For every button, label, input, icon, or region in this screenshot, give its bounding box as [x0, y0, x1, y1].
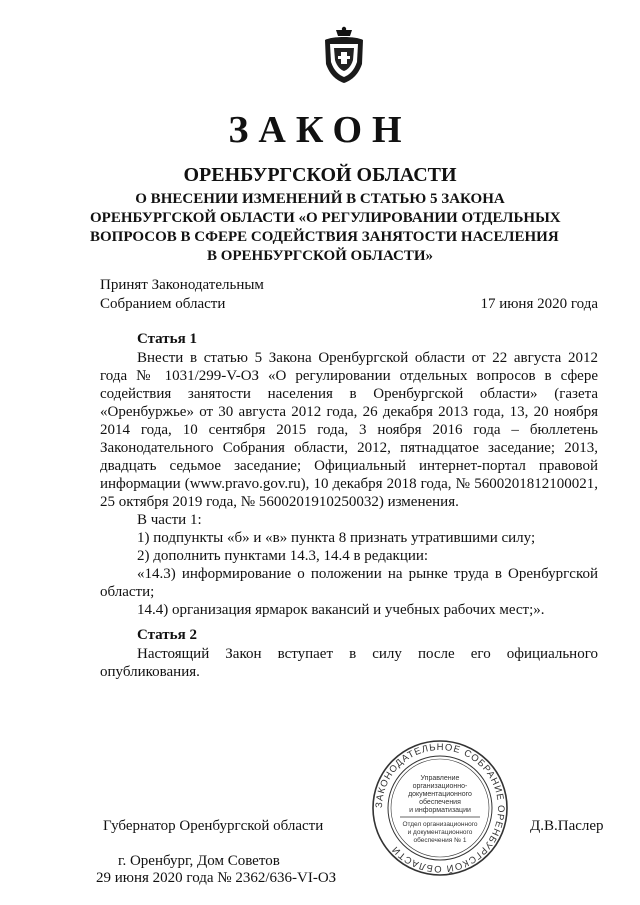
list-item: 2) дополнить пунктами 14.3, 14.4 в редакции:: [137, 548, 429, 564]
list-item: 1) подпункты «б» и «в» пункта 8 признать утратившими силу;: [137, 530, 536, 546]
paragraph-line: информации (www.pravo.gov.ru), 10 декабря 2018 года, № 5600201812100021,: [100, 476, 598, 492]
adoption-line: Собранием области: [100, 296, 226, 312]
law-date-number: 29 июня 2020 года № 2362/636-VI-ОЗ: [96, 870, 337, 886]
subject-line: ОРЕНБУРГСКОЙ ОБЛАСТИ «О РЕГУЛИРОВАНИИ ОТДЕЛЬНЫХ: [90, 210, 561, 226]
governor-title: Губернатор Оренбургской области: [103, 818, 324, 834]
svg-text:документационного: документационного: [408, 791, 472, 798]
paragraph-line: 25 октября 2019 года, № 5600201910250032) изменения.: [100, 494, 459, 510]
subject-line: ВОПРОСОВ В СФЕРЕ СОДЕЙСТВИЯ ЗАНЯТОСТИ НАСЕЛЕНИЯ: [90, 229, 559, 245]
adoption-info: [100, 276, 264, 314]
adoption-date: 17 июня 2020 года: [480, 296, 598, 312]
paragraph-line: содействия занятости населения в Оренбургской области» (газета: [100, 386, 598, 402]
paragraph-line: двадцать седьмое заседание; Официальный интернет-портал правовой: [100, 458, 598, 474]
list-item: 14.4) организация ярмарок вакансий и учебных рабочих мест;».: [137, 602, 545, 618]
article-2-heading: Статья 2: [137, 627, 197, 643]
adoption-line: Принят Законодательным: [100, 277, 264, 293]
svg-text:Управление: Управление: [420, 775, 460, 782]
svg-text:организационно-: организационно-: [412, 783, 468, 790]
law-subject: [90, 190, 561, 266]
official-seal: [370, 738, 510, 878]
subject-line: В ОРЕНБУРГСКОЙ ОБЛАСТИ»: [206, 248, 434, 264]
law-title: ЗАКОН: [228, 109, 412, 151]
coat-of-arms-emblem: [322, 26, 366, 84]
paragraph-line: опубликования.: [100, 664, 200, 680]
part-intro: В части 1:: [137, 512, 202, 528]
paragraph-line: Законодательного Собрания области, 2012, пятнадцатое заседание; 2013,: [100, 440, 598, 456]
article-2-body: [100, 645, 598, 681]
list-item: области;: [100, 584, 155, 600]
paragraph-line: Настоящий Закон вступает в силу после его официального: [137, 646, 598, 662]
svg-text:и информатизации: и информатизации: [409, 807, 471, 814]
article-1-heading: Статья 1: [137, 331, 197, 347]
signing-place: г. Оренбург, Дом Советов: [118, 853, 280, 869]
paragraph-line: Внести в статью 5 Закона Оренбургской области от 22 августа 2012: [137, 350, 598, 366]
paragraph-line: 2014 года, 10 сентября 2015 года, 3 ноября 2016 года – бюллетень: [100, 422, 598, 438]
svg-text:обеспечения № 1: обеспечения № 1: [413, 837, 467, 844]
svg-text:Отдел организационного: Отдел организационного: [402, 821, 478, 828]
signer-name: Д.В.Паслер: [530, 818, 604, 834]
paragraph-line: «Оренбуржье» от 30 августа 2012 года, 26 декабря 2013 года, 13, 20 ноября: [100, 404, 598, 420]
list-item: «14.3) информирование о положении на рынке труда в Оренбургской: [137, 566, 598, 582]
article-1-body: [100, 349, 598, 619]
subject-line: О ВНЕСЕНИИ ИЗМЕНЕНИЙ В СТАТЬЮ 5 ЗАКОНА: [135, 191, 505, 207]
svg-text:ЗАКОНОДАТЕЛЬНОЕ СОБРАНИЕ ОРЕНБ: ЗАКОНОДАТЕЛЬНОЕ СОБРАНИЕ ОРЕНБУРГСКОЙ ОБЛАСТИ: [373, 741, 507, 875]
svg-text:обеспечения: обеспечения: [419, 799, 461, 806]
region-title: ОРЕНБУРГСКОЙ ОБЛАСТИ: [183, 164, 457, 186]
svg-text:и документационного: и документационного: [407, 829, 473, 836]
paragraph-line: года № 1031/299-V-ОЗ «О регулировании отдельных вопросов в сфере: [100, 368, 598, 384]
